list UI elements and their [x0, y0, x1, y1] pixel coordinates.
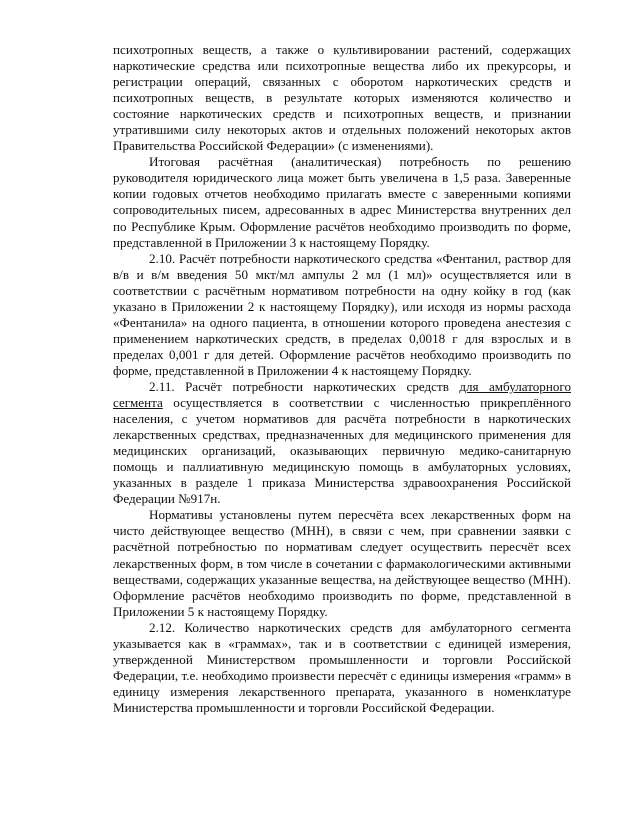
paragraph-2: Итоговая расчётная (аналитическая) потребность по решению руководителя юридического лица может быть увеличена в 1,5 раза. Заверенные копии годовых отчетов необходимо прилагать вместе с заверенными копиями сопроводительных писем, адресованных в адрес Министерства внутренних дел по Республике Крым. Оформление расчётов необходимо производить по форме, представленной в Приложении 3 к настоящему Порядку.: [113, 154, 571, 250]
paragraph-2-11-lead: 2.11. Расчёт потребности наркотических средств: [149, 378, 460, 394]
paragraph-2-10: 2.10. Расчёт потребности наркотического средства «Фентанил, раствор для в/в и в/м введения 50 мкт/мл ампулы 2 мл (1 мл)» осуществляется или в соответствии с расчётным нормативом потребности на одну койку в год (как указано в Приложении 2 к настоящему Порядку), или исходя из нормы расхода «Фентанила» на одного пациента, в отношении которого проведена анестезия с применением наркотических средств, в пределах 0,0018 г для взрослых и в пределах 0,001 г для детей. Оформление расчётов необходимо производить по форме, представленной в Приложении 4 к настоящему Порядку.: [113, 250, 571, 378]
ambulatory-segment-underlined: для амбулаторного сегмента: [113, 378, 571, 411]
document-body: [113, 42, 571, 716]
paragraph-2-11: [113, 379, 571, 507]
paragraph-1: психотропных веществ, а также о культивировании растений, содержащих наркотические средства или психотропные вещества либо их прекурсоры, и регистрации операций, связанных с оборотом наркотических средств и психотропных веществ, в результате которых изменяются количество и состояние наркотических средств и психотропных веществ, и признании утратившими силу некоторых актов и отдельных положений некоторых актов Правительства Российской Федерации» (с изменениями).: [113, 42, 571, 154]
paragraph-2-12: 2.12. Количество наркотических средств для амбулаторного сегмента указывается как в «граммах», так и в соответствии с единицей измерения, утвержденной Министерством промышленности и торговли Российской Федерации, т.е. необходимо произвести пересчёт с единицы измерения «грамм» в единицу измерения лекарственного препарата, указанного в номенклатуре Министерства промышленности и торговли Российской Федерации.: [113, 619, 571, 715]
paragraph-2-11-rest: осуществляется в соответствии с численностью прикреплённого населения, с учетом нормативов для расчёта потребности в наркотических лекарственных средствах, предназначенных для медицинского применения для медицинских организаций, оказывающих первичную медико-санитарную помощь и паллиативную медицинскую помощь в амбулаторных условиях, указанных в разделе 1 приказа Министерства здравоохранения Российской Федерации №917н.: [113, 395, 571, 507]
paragraph-norms: Нормативы установлены путем пересчёта всех лекарственных форм на чисто действующее вещество (МНН), в связи с чем, при сравнении заявки с расчётной потребностью по нормативам следует осуществить пересчёт всех лекарственных форм, в том числе в сочетании с фармакологическими активными веществами, содержащих указанные вещества, на действующее вещество (МНН). Оформление расчётов необходимо производить по форме, представленной в Приложении 5 к настоящему Порядку.: [113, 507, 571, 619]
